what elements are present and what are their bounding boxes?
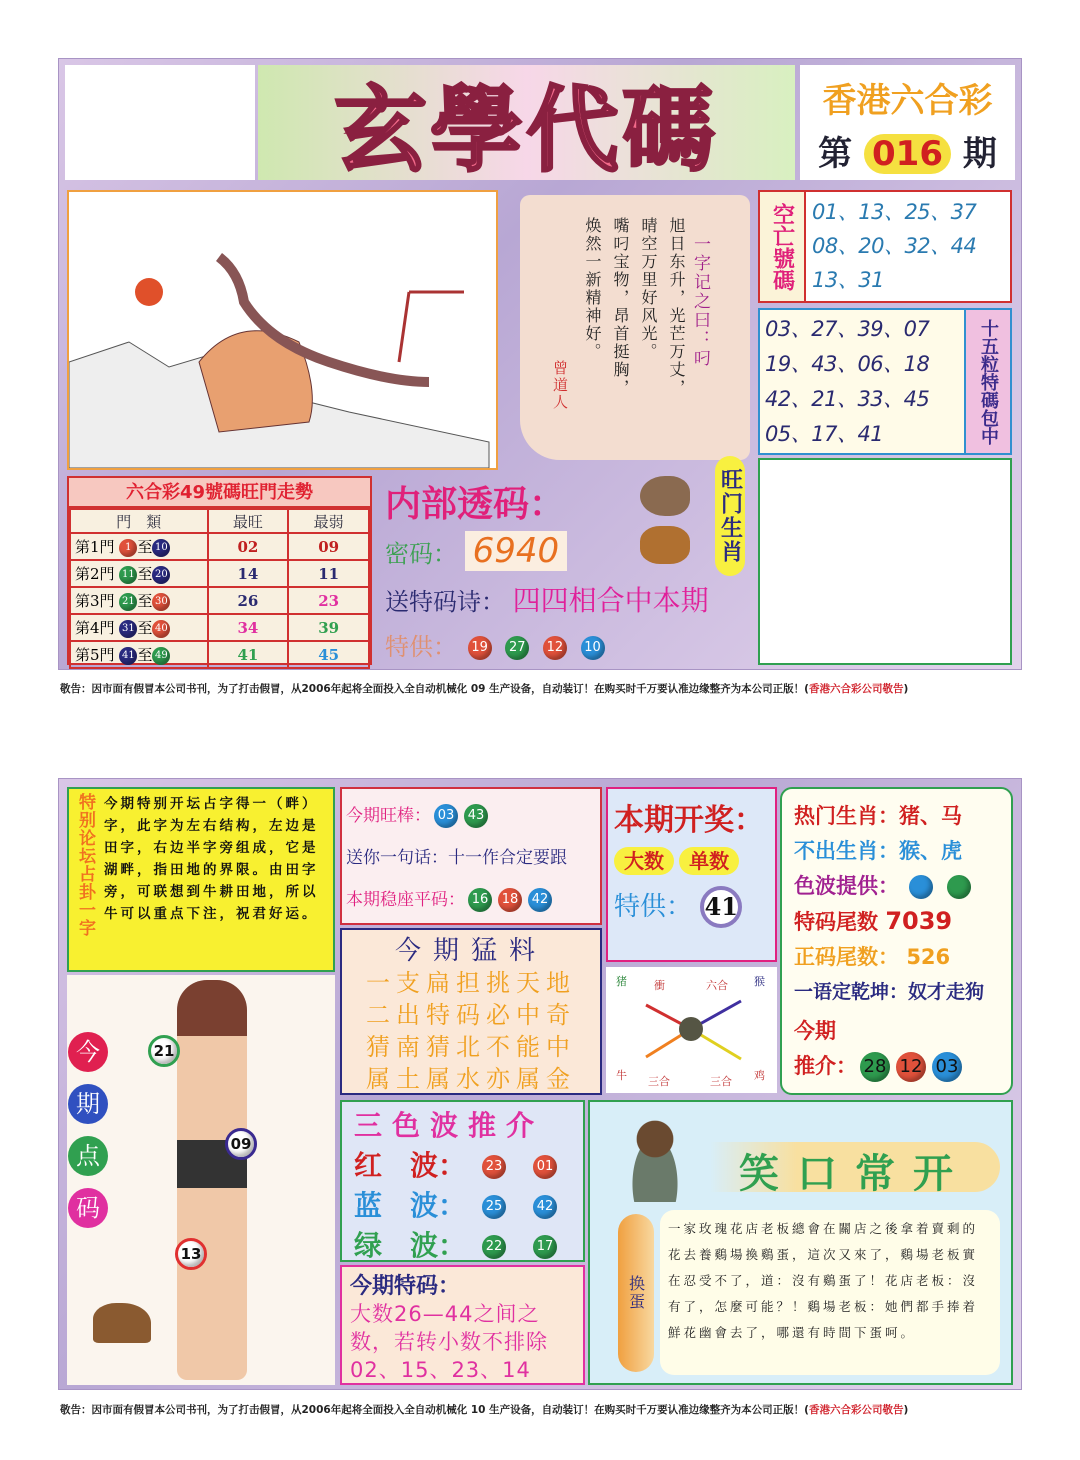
poem-scroll	[520, 195, 750, 460]
door-table-box	[67, 476, 372, 665]
number-ball: 12	[543, 636, 567, 660]
saying-row: 送你一句话：十一作合定要跟	[346, 848, 567, 868]
best-value: 41	[208, 641, 289, 668]
issue-prefix: 第	[818, 134, 853, 174]
code-value: 6940	[465, 531, 568, 571]
recommend-label-1: 今期	[794, 1019, 836, 1043]
number-ball: 21	[119, 593, 137, 611]
flat-code-row	[346, 879, 596, 921]
hot-number-label: 今期旺棒：	[346, 806, 431, 826]
number-line: 13、31	[812, 268, 884, 292]
number-ball: 17	[533, 1235, 557, 1259]
mengliao-line: 一支扁担挑天地	[366, 969, 576, 997]
mengliao-line: 猜南猜北不能中	[366, 1033, 576, 1061]
number-ball: 18	[498, 888, 522, 912]
door-cell	[70, 587, 208, 614]
door-label: 第4門	[75, 619, 115, 637]
compass-label: 衝	[654, 979, 665, 992]
table-header: 最弱	[288, 509, 369, 533]
number-ball: 13	[175, 1238, 207, 1270]
recommend-row	[794, 1049, 999, 1084]
zodiac-label: 旺门生肖	[715, 456, 745, 576]
compass-label: 六合	[706, 979, 728, 992]
lizard-illustration	[69, 192, 496, 468]
illustration-box	[67, 190, 498, 470]
best-value: 34	[208, 614, 289, 641]
compass-label: 三合	[710, 1075, 732, 1088]
wave-row	[354, 1226, 571, 1266]
door-label: 第2門	[75, 565, 115, 583]
title-banner	[258, 65, 795, 184]
forum-text: 今期特别开坛占字得一（畔）字，此字为左右结构，左边是田字，右边半字旁组成，它是湖畔，指田地的界限。由田字旁，可联想到牛耕田地，所以牛可以重点下注，祝君好运。	[104, 796, 319, 922]
tag-big: 大数	[614, 847, 674, 875]
tag-odd: 单数	[679, 847, 739, 875]
worst-value: 09	[288, 533, 369, 560]
door-cell	[70, 533, 208, 560]
number-line: 03、27、39、07	[765, 317, 930, 341]
draw-tags	[614, 845, 769, 874]
compass-box	[606, 967, 777, 1093]
wave-row	[354, 1186, 571, 1226]
mengliao-box	[340, 928, 602, 1095]
to-word: 至	[137, 565, 153, 583]
best-value: 26	[208, 587, 289, 614]
fifteen-label: 十五粒特碼包中	[966, 310, 1010, 453]
door-label: 第1門	[75, 538, 115, 556]
flat-code-label: 本期稳座平码：	[346, 890, 465, 910]
wave-row	[354, 1146, 571, 1186]
footer-close: )	[903, 1404, 909, 1416]
number-ball: 25	[482, 1195, 506, 1219]
number-ball: 30	[152, 593, 170, 611]
number-ball: 28	[860, 1052, 890, 1082]
poem-title: 一字记之曰：叼	[690, 235, 710, 368]
joke-title: 笑口常开	[739, 1151, 971, 1197]
blank-box	[65, 65, 255, 180]
fifteen-box	[758, 308, 1012, 455]
tail-value: 7039	[885, 907, 953, 935]
footer-brand: 香港六合彩公司敬告	[808, 683, 904, 695]
draw-title: 本期开奖：	[614, 803, 764, 838]
tema-box	[340, 1265, 585, 1385]
mengliao-line: 二出特码必中奇	[366, 1001, 576, 1029]
ztail-value: 526	[906, 945, 951, 969]
rabbit-icon	[640, 476, 690, 516]
door-cell	[70, 614, 208, 641]
draw-special-row	[614, 886, 769, 928]
recommend-label-2: 推介：	[794, 1054, 857, 1078]
tiger-icon	[640, 526, 690, 564]
main-title: 玄學代碼	[334, 75, 719, 184]
wave-label: 红 波：	[354, 1149, 467, 1182]
table-row	[70, 614, 369, 641]
number-ball: 31	[119, 620, 137, 638]
joke-banner	[710, 1142, 1000, 1197]
wave-label: 绿 波：	[354, 1229, 467, 1262]
fifteen-numbers	[760, 310, 966, 453]
kongwang-box	[758, 190, 1012, 303]
number-ball: 16	[468, 888, 492, 912]
worst-value: 23	[288, 587, 369, 614]
worst-value: 39	[288, 614, 369, 641]
table-header: 門 類	[70, 509, 208, 533]
issue-value: 016	[864, 134, 951, 174]
special-label: 特供：	[385, 633, 457, 661]
number-ball: 21	[148, 1035, 180, 1067]
number-ball: 09	[225, 1128, 257, 1160]
table-row	[70, 560, 369, 587]
kongwang-label: 空亡號碼	[760, 192, 806, 301]
ztail-row	[794, 940, 999, 975]
number-ball: 19	[468, 636, 492, 660]
compass-label: 猴	[754, 975, 765, 988]
wave-box	[340, 1100, 585, 1262]
absent-zodiac: 不出生肖：猴、虎	[794, 839, 962, 863]
empty-green-box	[758, 458, 1012, 665]
worst-value: 11	[288, 560, 369, 587]
bottom-footer	[60, 1402, 1025, 1417]
best-value: 02	[208, 533, 289, 560]
girl-figure	[177, 980, 247, 1380]
footer-text: 敬告：因市面有假冒本公司书刊，为了打击假冒，从2006年起将全面投入全自动机械化 10 生产设备，自动装订！在购买时千万要认准边缘整齐为本公司正版！(	[60, 1404, 809, 1416]
number-ball: 11	[119, 566, 137, 584]
number-ball: 22	[482, 1235, 506, 1259]
number-ball: 49	[152, 647, 170, 665]
code-row	[385, 531, 755, 571]
joke-side: 换蛋	[618, 1214, 654, 1372]
poem-value: 四四相合中本期	[512, 584, 709, 617]
tail-row	[794, 904, 999, 940]
tail-label: 特码尾数	[794, 910, 878, 934]
horse-icon	[93, 1303, 151, 1343]
compass-arrows-icon	[606, 967, 777, 1093]
number-ball: 42	[528, 888, 552, 912]
mengliao-lines	[342, 967, 600, 1095]
poem-author: 曾道人	[551, 360, 569, 411]
hot-zodiac: 热门生肖：猪、马	[794, 804, 962, 828]
table-row	[70, 641, 369, 668]
to-word: 至	[137, 619, 153, 637]
compass-label: 牛	[616, 1069, 627, 1082]
green-wave-dot	[947, 875, 971, 899]
footer-close: )	[903, 683, 909, 695]
special-label: 特供：	[614, 892, 693, 922]
number-ball: 41	[119, 647, 137, 665]
door-table-title: 六合彩49號碼旺門走勢	[69, 478, 370, 508]
poem-line: 晴空万里好风光。	[639, 217, 658, 361]
issue-number	[800, 126, 1015, 175]
number-ball: 1	[119, 539, 137, 557]
ztail-label: 正码尾数：	[794, 945, 899, 969]
pink-box	[340, 787, 602, 925]
number-ball: 40	[152, 620, 170, 638]
table-header: 最旺	[208, 509, 289, 533]
poem-row	[385, 579, 755, 619]
color-label: 色波提供：	[794, 874, 899, 898]
to-word: 至	[137, 646, 153, 664]
compass-label: 鸡	[754, 1069, 765, 1082]
today-code-side	[68, 1032, 108, 1228]
forum-side: 特别论坛占卦一字	[75, 793, 95, 937]
top-footer	[60, 681, 1025, 696]
color-row	[794, 869, 999, 904]
inside-code-area	[385, 468, 755, 665]
kongwang-numbers	[806, 192, 1010, 301]
number-ball: 20	[152, 566, 170, 584]
number-line: 05、17、41	[765, 422, 884, 446]
poem-body	[578, 217, 690, 397]
issue-header	[800, 65, 1015, 180]
door-cell	[70, 641, 208, 668]
one-phrase: 一语定乾坤：奴才走狗	[794, 981, 985, 1003]
poem-line: 旭日东升，光芒万丈，	[667, 217, 686, 397]
poem-line: 嘴叼宝物，昂首挺胸，	[611, 217, 630, 397]
number-ball: 03	[434, 804, 458, 828]
forum-box	[67, 787, 335, 972]
code-label: 密码：	[385, 540, 457, 568]
table-row	[70, 587, 369, 614]
number-ball: 01	[533, 1155, 557, 1179]
number-line: 01、13、25、37	[812, 200, 977, 224]
hot-number-row	[346, 795, 596, 837]
best-value: 14	[208, 560, 289, 587]
special-ball: 41	[700, 886, 742, 928]
compass-label: 猪	[616, 975, 627, 988]
worst-value: 45	[288, 641, 369, 668]
number-ball: 23	[482, 1155, 506, 1179]
number-ball: 12	[896, 1052, 926, 1082]
mengliao-title: 今期猛料	[394, 936, 547, 966]
joke-box	[588, 1100, 1013, 1385]
number-ball: 43	[464, 804, 488, 828]
compass-label: 三合	[648, 1075, 670, 1088]
number-ball: 42	[533, 1195, 557, 1219]
to-word: 至	[137, 538, 153, 556]
door-cell	[70, 560, 208, 587]
door-table	[69, 508, 370, 669]
table-row	[70, 533, 369, 560]
footer-brand: 香港六合彩公司敬告	[808, 1404, 904, 1416]
number-ball: 27	[505, 636, 529, 660]
side-char: 码	[68, 1188, 108, 1228]
footer-text: 敬告：因市面有假冒本公司书刊，为了打击假冒，从2006年起将全面投入全自动机械化 09 生产设备，自动装订！在购买时千万要认准边缘整齐为本公司正版！(	[60, 683, 809, 695]
tema-title: 今期特码：	[350, 1274, 461, 1299]
brand-name: 香港六合彩	[822, 81, 993, 121]
to-word: 至	[137, 592, 153, 610]
special-row	[385, 627, 755, 662]
tema-text: 大数26—44之间之数，若转小数不排除02、15、23、14	[350, 1302, 548, 1382]
number-line: 42、21、33、45	[765, 387, 930, 411]
mengliao-line: 属土属水亦属金	[366, 1065, 576, 1093]
door-label: 第5門	[75, 646, 115, 664]
wave-label: 蓝 波：	[354, 1189, 467, 1222]
number-ball: 03	[932, 1052, 962, 1082]
door-label: 第3門	[75, 592, 115, 610]
poem-line: 焕然一新精神好。	[583, 217, 602, 361]
wave-title: 三色波推介	[354, 1109, 545, 1142]
draw-box	[606, 787, 777, 962]
number-ball: 10	[581, 636, 605, 660]
joke-text: 一家玫瑰花店老板總會在關店之後拿着賣剩的花去養鷄場換鷄蛋，這次又來了，鷄場老板實在忍受不了，道：沒有鷄蛋了！花店老板：沒有了，怎麼可能？！鷄場老板：她們都手捧着鮮花幽會去了，哪還有時間下蛋呵。	[660, 1210, 1000, 1375]
info-box	[780, 787, 1013, 1095]
number-line: 19、43、06、18	[765, 352, 930, 376]
monkey-money-icon	[620, 1112, 690, 1202]
issue-suffix: 期	[962, 134, 997, 174]
side-char: 点	[68, 1136, 108, 1176]
number-ball: 10	[152, 539, 170, 557]
blue-wave-dot	[909, 875, 933, 899]
side-char: 期	[68, 1084, 108, 1124]
side-char: 今	[68, 1032, 108, 1072]
number-line: 08、20、32、44	[812, 234, 977, 258]
poem-label: 送特码诗：	[385, 588, 505, 616]
inside-title: 内部透码：	[385, 484, 566, 525]
